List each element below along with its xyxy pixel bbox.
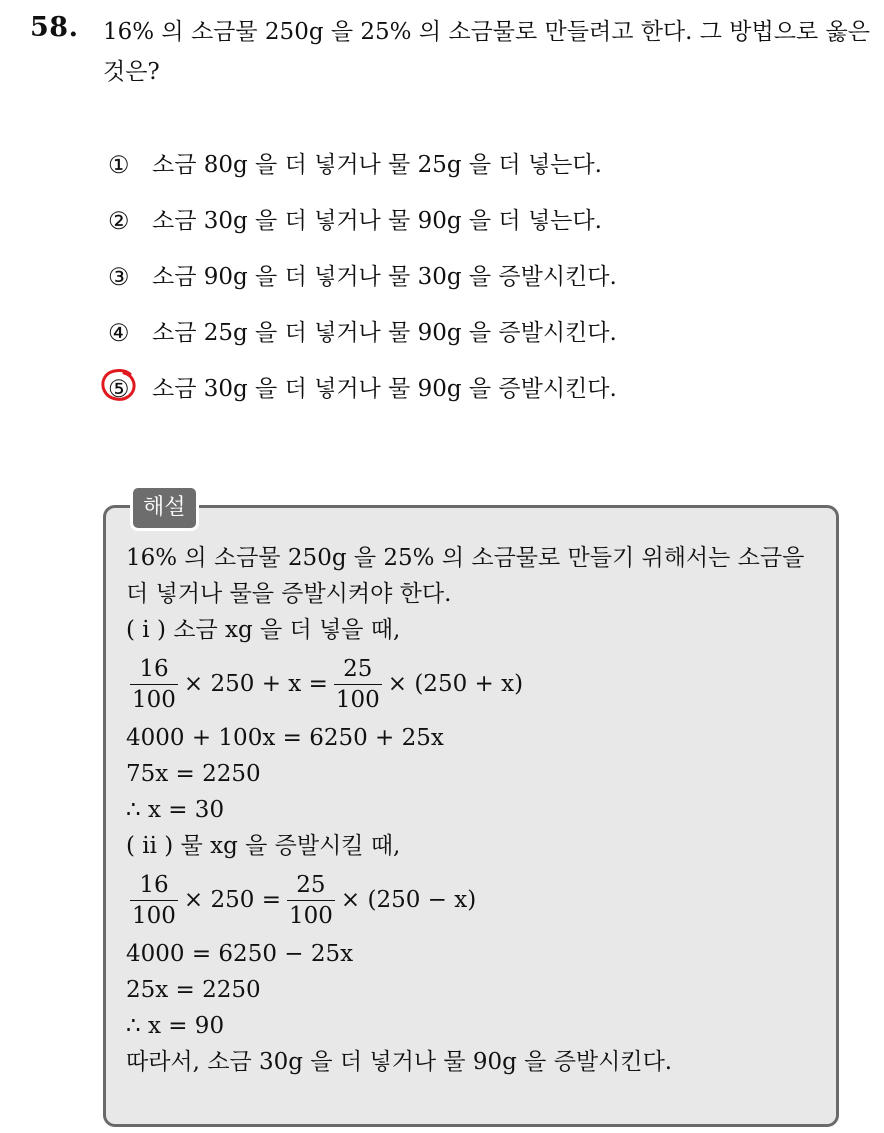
option-5-mark: ⑤ (108, 375, 130, 403)
frac-numerator: 25 (296, 871, 326, 898)
case1-eq1-tail: × (250 + x) (387, 671, 524, 697)
solution-tag: 해설 (130, 485, 199, 531)
question-stem: 16% 의 소금물 250g 을 25% 의 소금물로 만들려고 한다. 그 방법으로 옳은 것은? (103, 19, 870, 85)
solution-body (126, 540, 826, 1080)
frac-denominator: 100 (288, 902, 333, 929)
option-3-mark: ③ (108, 263, 130, 291)
option-4-text: 소금 25g 을 더 넣거나 물 90g 을 증발시킨다. (152, 320, 617, 346)
case2-result: ∴ x = 90 (126, 1013, 225, 1039)
case2-equation-1 (126, 864, 826, 936)
case1-frac-2 (334, 654, 382, 715)
question-number: 58. (30, 12, 79, 43)
option-2-mark: ② (108, 207, 130, 235)
option-4[interactable] (108, 305, 617, 361)
option-1[interactable] (108, 137, 617, 193)
frac-denominator: 100 (132, 902, 176, 929)
case2-eq1-mid: × 250 = (183, 887, 281, 913)
case2-title: ( ii ) 물 xg 을 증발시킬 때, (126, 833, 401, 859)
frac-numerator: 25 (343, 655, 373, 682)
option-5[interactable] (108, 361, 617, 417)
case1-result: ∴ x = 30 (126, 797, 225, 823)
case1-frac-1 (130, 654, 178, 715)
answer-options (108, 137, 617, 417)
case1-equation-3: 75x = 2250 (126, 761, 261, 787)
case2-equation-3: 25x = 2250 (126, 977, 261, 1003)
frac-denominator: 100 (335, 686, 380, 713)
solution-conclusion: 따라서, 소금 30g 을 더 넣거나 물 90g 을 증발시킨다. (126, 1049, 673, 1075)
case1-equation-1 (126, 648, 826, 720)
frac-denominator: 100 (132, 686, 176, 713)
option-1-mark: ① (108, 151, 130, 179)
case2-frac-1 (130, 870, 178, 931)
answer-circle-icon (100, 367, 138, 403)
option-2-text: 소금 30g 을 더 넣거나 물 90g 을 더 넣는다. (152, 208, 602, 234)
option-1-text: 소금 80g 을 더 넣거나 물 25g 을 더 넣는다. (152, 152, 602, 178)
case1-equation-2: 4000 + 100x = 6250 + 25x (126, 725, 444, 751)
case1-eq1-mid: × 250 + x = (183, 671, 328, 697)
option-2[interactable] (108, 193, 617, 249)
case2-frac-2 (287, 870, 335, 931)
case2-equation-2: 4000 = 6250 − 25x (126, 941, 354, 967)
frac-numerator: 16 (139, 655, 169, 682)
solution-intro: 16% 의 소금물 250g 을 25% 의 소금물로 만들기 위해서는 소금을 더 넣거나 물을 증발시켜야 한다. (126, 545, 805, 607)
frac-numerator: 16 (139, 871, 169, 898)
option-3-text: 소금 90g 을 더 넣거나 물 30g 을 증발시킨다. (152, 264, 617, 290)
case1-title: ( i ) 소금 xg 을 더 넣을 때, (126, 617, 401, 643)
case2-eq1-tail: × (250 − x) (340, 887, 477, 913)
option-5-text: 소금 30g 을 더 넣거나 물 90g 을 증발시킨다. (152, 376, 617, 402)
option-4-mark: ④ (108, 319, 130, 347)
option-3[interactable] (108, 249, 617, 305)
